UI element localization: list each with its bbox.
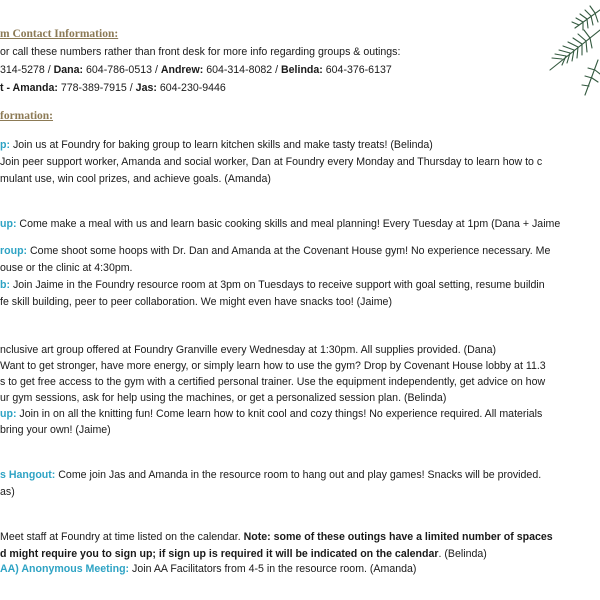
pine-branch-decoration bbox=[540, 0, 600, 100]
phone-number: 604-376-6137 bbox=[325, 64, 392, 76]
outings-line-1: Meet staff at Foundry at time listed on the calendar. Note: some of these outings have a limited number of spaces bbox=[0, 531, 553, 543]
phone-number: 314-5278 bbox=[0, 64, 45, 76]
group-title: AA) Anonymous Meeting: bbox=[0, 563, 130, 575]
contact-name: Jas bbox=[135, 82, 154, 94]
outings-line-2: d might require you to sign up; if sign up is required it will be indicated on the calendar. (Belinda) bbox=[0, 548, 487, 560]
cooking-group: up: Come make a meal with us and learn basic cooking skills and meal planning! Every Tuesday at 1pm (Dana + Jaime bbox=[0, 218, 561, 230]
group-title: up: bbox=[0, 408, 17, 420]
contact-name: Andrew bbox=[160, 64, 200, 76]
hoops-group-line-2: ouse or the clinic at 4:30pm. bbox=[0, 262, 133, 274]
hangout-group: s Hangout: Come join Jas and Amanda in the resource room to hang out and play games! Snacks will be provided. bbox=[0, 469, 542, 481]
info-header: formation: bbox=[0, 110, 54, 122]
peer-group-line-2: mulant use, win cool prizes, and achieve goals. (Amanda) bbox=[0, 173, 271, 185]
contact-intro: or call these numbers rather than front desk for more info regarding groups & outings: bbox=[0, 46, 401, 58]
knitting-group-line-2: bring your own! (Jaime) bbox=[0, 424, 111, 436]
hangout-group-line-2: as) bbox=[0, 486, 15, 498]
aa-meeting: AA) Anonymous Meeting: Join AA Facilitators from 4-5 in the resource room. (Amanda) bbox=[0, 563, 417, 575]
peer-group-line-1: Join peer support worker, Amanda and social worker, Dan at Foundry every Monday and Thursday to learn how to c bbox=[0, 156, 543, 168]
knitting-group-line-1: up: Join in on all the knitting fun! Come learn how to knit cool and cozy things! No experience required. All materials bbox=[0, 408, 543, 420]
phone-number: 778-389-7915 bbox=[60, 82, 127, 94]
group-title: p: bbox=[0, 139, 10, 151]
contact-line-2: t - Amanda: 778-389-7915 / Jas: 604-230-9446 bbox=[0, 82, 226, 94]
hoops-group-line-1: roup: Come shoot some hoops with Dr. Dan and Amanda at the Covenant House gym! No experience necessary. Me bbox=[0, 245, 551, 257]
contact-header: m Contact Information: bbox=[0, 28, 119, 40]
gym-group-line-1: Want to get stronger, have more energy, or simply learn how to use the gym? Drop by Covenant House lobby at 11.3 bbox=[0, 360, 546, 372]
lifeskills-group-line-2: fe skill building, peer to peer collaboration. We might even have snacks too! (Jaime) bbox=[0, 296, 392, 308]
gym-group-line-3: ur gym sessions, ask for help using the machines, or get a personalized session plan. (Belinda) bbox=[0, 392, 447, 404]
phone-number: 604-230-9446 bbox=[159, 82, 226, 94]
phone-number: 604-314-8082 bbox=[206, 64, 273, 76]
outings-note: Note: some of these outings have a limited number of spaces bbox=[243, 531, 553, 543]
lifeskills-group-line-1: b: Join Jaime in the Foundry resource room at 3pm on Tuesdays to receive support with goal setting, resume buildin bbox=[0, 279, 545, 291]
group-title: b: bbox=[0, 279, 10, 291]
contact-name: Dana bbox=[53, 64, 80, 76]
baking-group: p: Join us at Foundry for baking group to learn kitchen skills and make tasty treats! (Belinda) bbox=[0, 139, 433, 151]
phone-number: 604-786-0513 bbox=[86, 64, 152, 76]
group-title: roup: bbox=[0, 245, 28, 257]
contact-name: Belinda bbox=[281, 64, 320, 76]
art-group: nclusive art group offered at Foundry Granville every Wednesday at 1:30pm. All supplies provided. (Dana) bbox=[0, 344, 497, 356]
gym-group-line-2: s to get free access to the gym with a certified personal trainer. Use the equipment independently, get advice on how bbox=[0, 376, 546, 388]
contact-name: t - Amanda bbox=[0, 82, 55, 94]
group-title: up: bbox=[0, 218, 17, 230]
contact-line-1: 314-5278 / Dana: 604-786-0513 / Andrew: 604-314-8082 / Belinda: 604-376-6137 bbox=[0, 64, 392, 76]
group-title: s Hangout: bbox=[0, 469, 56, 481]
